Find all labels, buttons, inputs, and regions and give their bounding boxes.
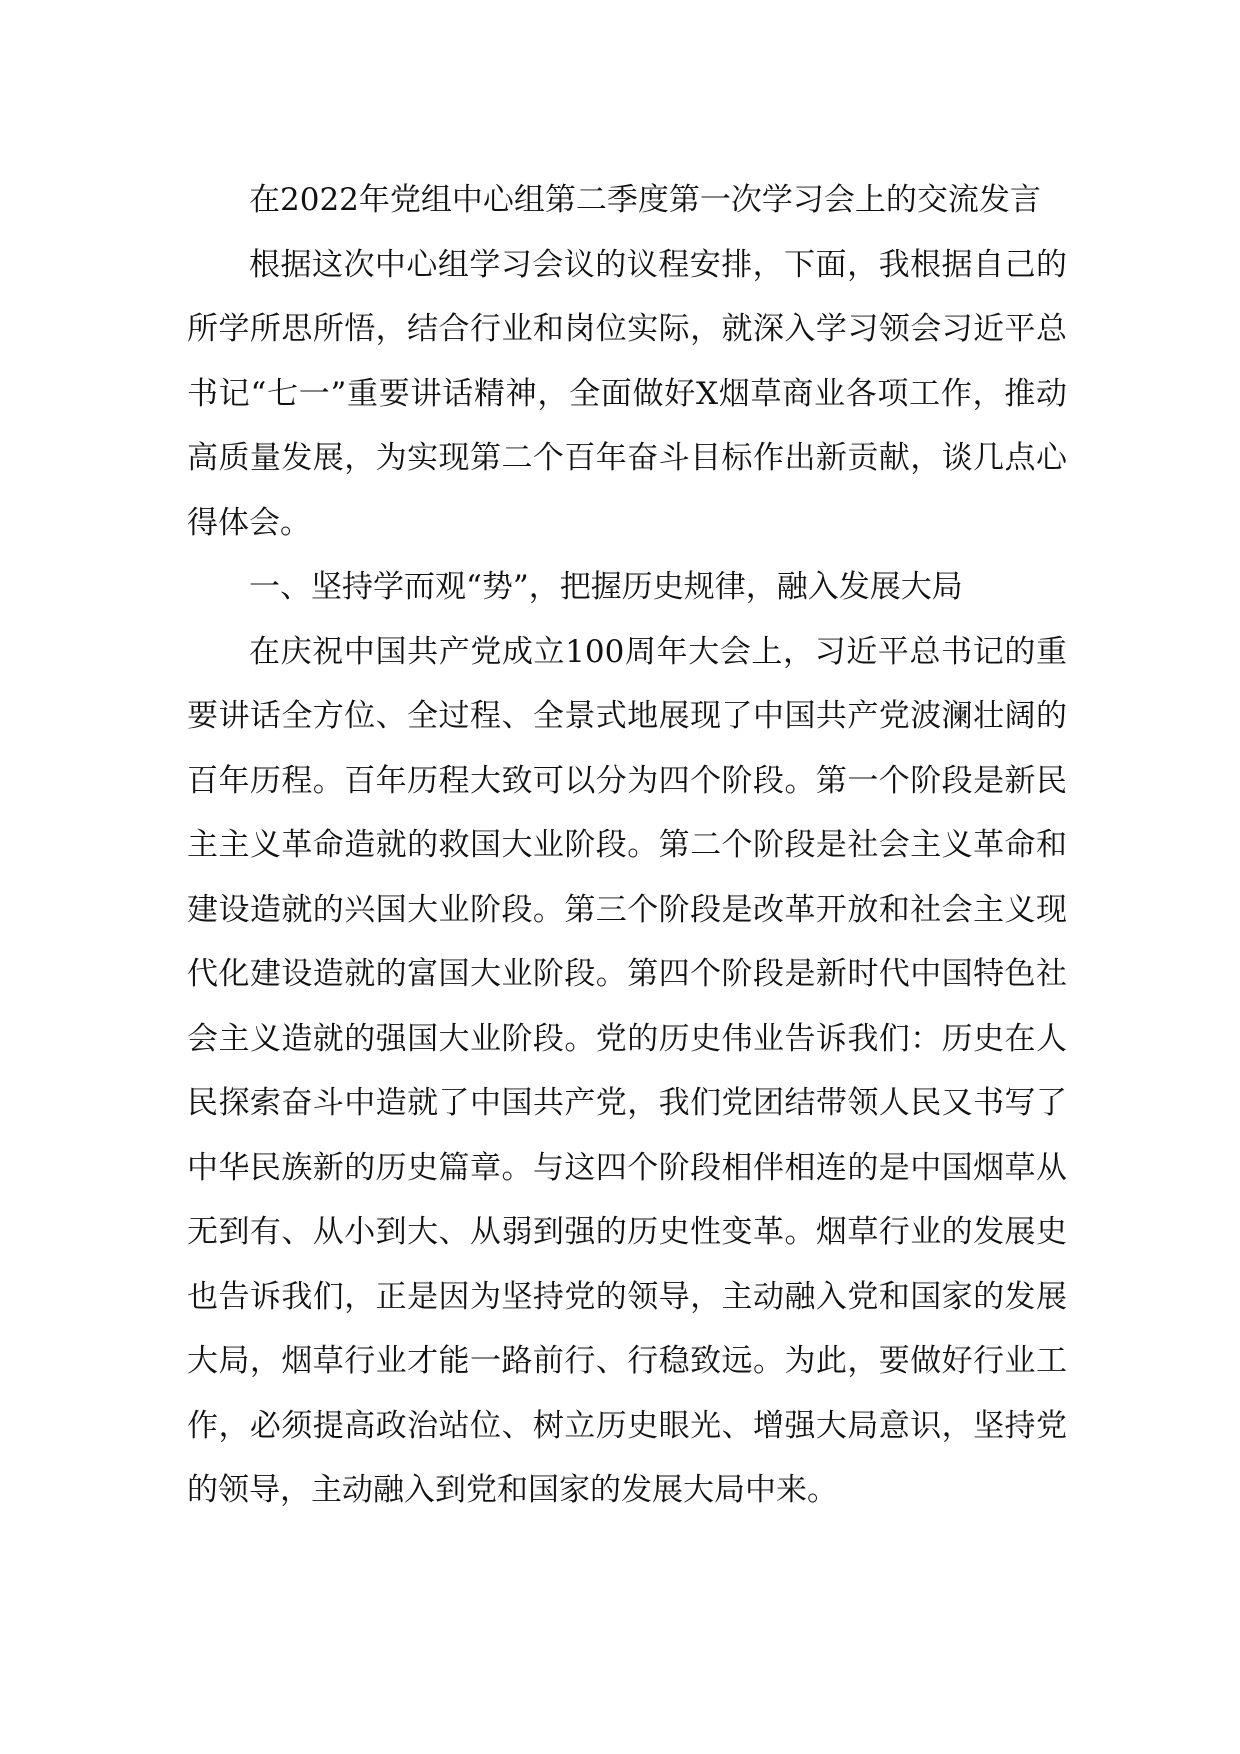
document-body xyxy=(187,168,1067,1523)
paragraph-section-1: 在庆祝中国共产党成立100周年大会上，习近平总书记的重要讲话全方位、全过程、全景式地展现了中国共产党波澜壮阔的百年历程。百年历程大致可以分为四个阶段。第一个阶段是新民主主义革命造就的救国大业阶段。第二个阶段是社会主义革命和建设造就的兴国大业阶段。第三个阶段是改革开放和社会主义现代化建设造就的富国大业阶段。第四个阶段是新时代中国特色社会主义造就的强国大业阶段。党的历史伟业告诉我们：历史在人民探索奋斗中造就了中国共产党，我们党团结带领人民又书写了中华民族新的历史篇章。与这四个阶段相伴相连的是中国烟草从无到有、从小到大、从弱到强的历史性变革。烟草行业的发展史也告诉我们，正是因为坚持党的领导，主动融入党和国家的发展大局，烟草行业才能一路前行、行稳致远。为此，要做好行业工作，必须提高政治站位、树立历史眼光、增强大局意识，坚持党的领导，主动融入到党和国家的发展大局中来。 xyxy=(187,633,1067,1508)
document-title: 在2022年党组中心组第二季度第一次学习会上的交流发言 xyxy=(249,182,1041,218)
section-heading-1: 一、坚持学而观“势”，把握历史规律，融入发展大局 xyxy=(249,569,963,605)
paragraph-intro: 根据这次中心组学习会议的议程安排，下面，我根据自己的所学所思所悟，结合行业和岗位实际，就深入学习领会习近平总书记“七一”重要讲话精神，全面做好X烟草商业各项工作，推动高质量发展，为实现第二个百年奋斗目标作出新贡献，谈几点心得体会。 xyxy=(187,246,1067,541)
